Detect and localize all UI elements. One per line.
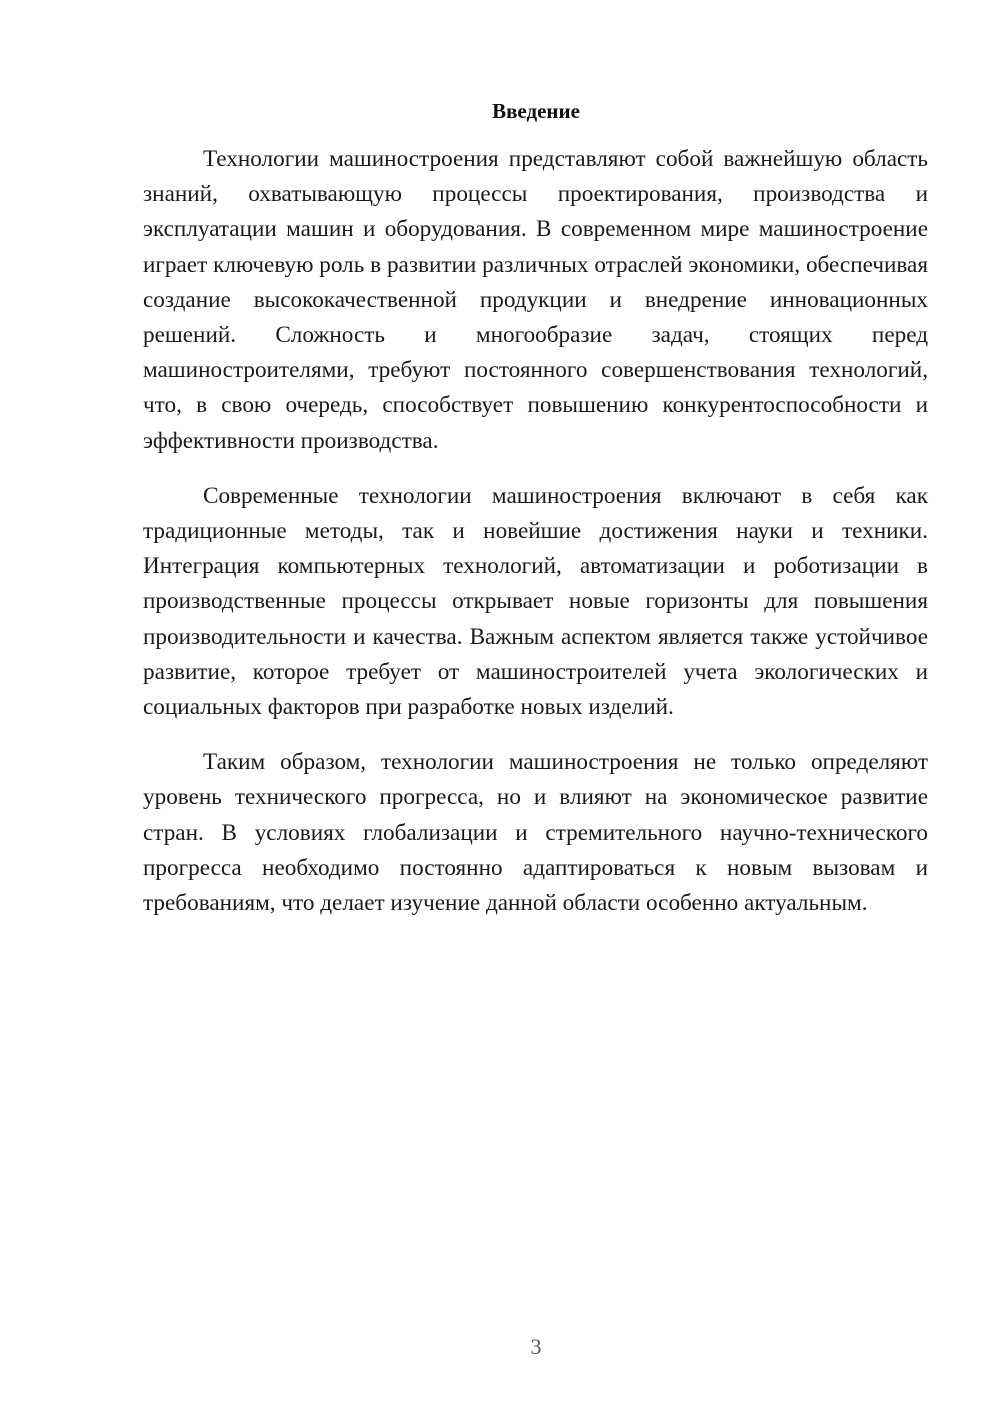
paragraph-2: Современные технологии машиностроения включают в себя как традиционные методы, так и новейшие достижения науки и техники. Интеграция компьютерных технологий, автоматизации и роботизации в производственные процессы открывает новые горизонты для повышения производительности и качества. Важным аспектом является также устойчивое развитие, которое требует от машиностроителей учета экологических и социальных факторов при разработке новых изделий. <box>143 482 928 721</box>
page-number: 3 <box>530 1334 542 1359</box>
page-title: Введение <box>492 99 580 123</box>
paragraph-3: Таким образом, технологии машиностроения не только определяют уровень технического прогресса, но и влияют на экономическое развитие стран. В условиях глобализации и стремительного научно-технического прогресса необходимо постоянно адаптироваться к новым вызовам и требованиям, что делает изучение данной области особенно актуальным. <box>143 749 928 917</box>
paragraph-1: Технологии машиностроения представляют собой важнейшую область знаний, охватывающую процессы проектирования, производства и эксплуатации машин и оборудования. В современном мире машиностроение играет ключевую роль в развитии различных отраслей экономики, обеспечивая создание высококачественной продукции и внедрение инновационных решений. Сложность и многообразие задач, стоящих перед машиностроителями, требуют постоянного совершенствования технологий, что, в свою очередь, способствует повышению конкурентоспособности и эффективности производства. <box>143 146 928 454</box>
body-text <box>143 142 928 941</box>
